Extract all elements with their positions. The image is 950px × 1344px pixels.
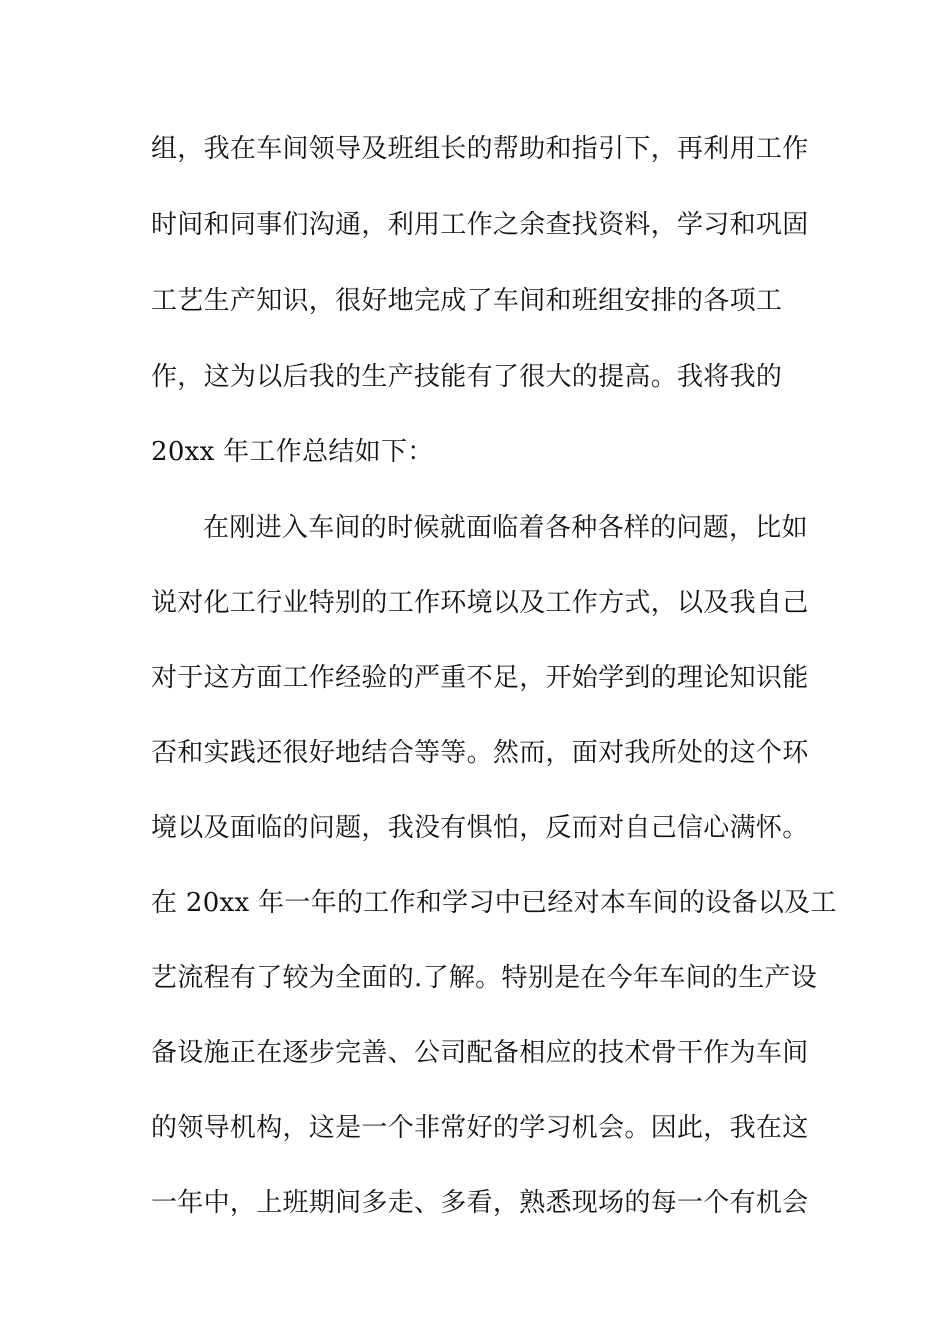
text-line: 时间和同事们沟通，利用工作之余查找资料，学习和巩固	[151, 210, 809, 240]
text-line: 20xx 年工作总结如下：	[151, 437, 434, 467]
text-line: 组，我在车间领导及班组长的帮助和指引下，再利用工作	[151, 134, 809, 164]
text-line: 说对化工行业特别的工作环境以及工作方式，以及我自己	[151, 588, 809, 618]
paragraph-first-line: 在刚进入车间的时候就面临着各种各样的问题，比如	[203, 513, 808, 543]
text-line: 否和实践还很好地结合等等。然而，面对我所处的这个环	[151, 738, 809, 768]
text-line: 作，这为以后我的生产技能有了很大的提高。我将我的	[151, 362, 783, 392]
text-line: 工艺生产知识，很好地完成了车间和班组安排的各项工	[151, 286, 783, 316]
text-line: 的领导机构，这是一个非常好的学习机会。因此，我在这	[151, 1113, 809, 1143]
text-line: 备设施正在逐步完善、公司配备相应的技术骨干作为车间	[151, 1038, 809, 1068]
text-line: 一年中，上班期间多走、多看，熟悉现场的每一个有机会	[151, 1188, 809, 1218]
text-line: 艺流程有了较为全面的.了解。特别是在今年车间的生产设	[151, 963, 818, 993]
text-line: 对于这方面工作经验的严重不足，开始学到的理论知识能	[151, 663, 809, 693]
text-line: 在 20xx 年一年的工作和学习中已经对本车间的设备以及工	[151, 888, 837, 918]
text-line: 境以及面临的问题，我没有惧怕，反而对自己信心满怀。	[151, 813, 809, 843]
